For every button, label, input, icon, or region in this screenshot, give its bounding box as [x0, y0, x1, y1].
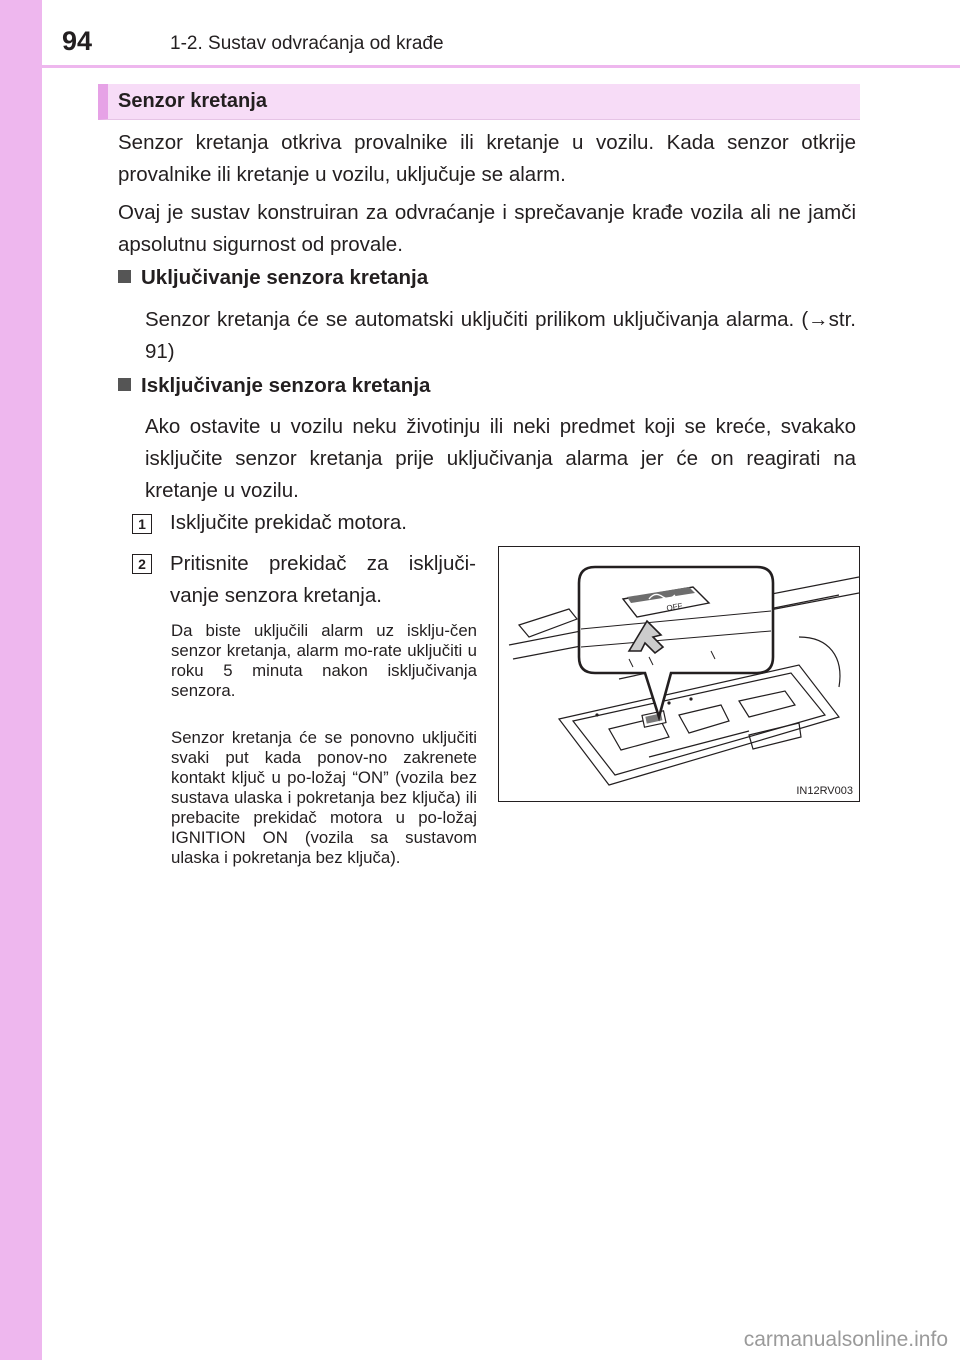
- watermark: carmanualsonline.info: [743, 1328, 948, 1351]
- note-paragraph-1: Da biste uključili alarm uz isklju-čen senzor kretanja, alarm mo-rate uključiti u roku 5 minuta nakon isključivanja senzora.: [171, 621, 477, 700]
- section-title: Senzor kretanja: [118, 90, 267, 112]
- step-number: 2: [138, 556, 146, 572]
- off-label: OFF: [665, 601, 684, 613]
- square-bullet-icon: [118, 270, 131, 283]
- note-paragraph-2: Senzor kretanja će se ponovno uključiti svaki put kada ponov-no zakrenete kontakt ključ u po-ložaj “ON” (vozila bez sustava ulaska i pokretanja bez ključa) ili prebacite prekidač motora u po-ložaj IGNITION ON (vozila sa sustavom ulaska i pokretanja bez ključa).: [171, 728, 477, 867]
- intro-paragraph-2: Ovaj je sustav konstruiran za odvraćanje i sprečavanje krađe vozila ali ne jamči apsolutnu sigurnost od provale.: [118, 201, 856, 256]
- section-heading-bar: [98, 84, 860, 120]
- disable-heading-text: Isključivanje senzora kretanja: [141, 374, 431, 397]
- step-1-text: Isključite prekidač motora.: [170, 511, 407, 534]
- page-number: 94: [62, 26, 93, 56]
- figure-code: IN12RV003: [796, 785, 853, 797]
- step-number-box: [132, 514, 152, 534]
- step-number-box: [132, 554, 152, 574]
- overhead-console-drawing: [499, 547, 860, 802]
- step-2-text: Pritisnite prekidač za isključi-vanje senzora kretanja.: [170, 552, 476, 607]
- intro-paragraph-1: Senzor kretanja otkriva provalnike ili kretanje u vozilu. Kada senzor otkrije provalnike ili kretanje u vozilu, uključuje se alarm.: [118, 131, 856, 186]
- disable-heading: [118, 374, 430, 398]
- running-head: 1-2. Sustav odvraćanja od krađe: [170, 33, 444, 54]
- overhead-console-illustration: [498, 546, 860, 802]
- enable-heading: [118, 266, 428, 290]
- header-rule: [42, 65, 960, 68]
- chapter-side-band: [0, 0, 42, 1360]
- enable-heading-text: Uključivanje senzora kretanja: [141, 266, 429, 289]
- step-number: 1: [138, 516, 146, 532]
- square-bullet-icon: [118, 378, 131, 391]
- enable-paragraph: Senzor kretanja će se automatski uključiti prilikom uključivanja alarma. (→str. 91): [145, 308, 856, 363]
- disable-paragraph: Ako ostavite u vozilu neku životinju ili neki predmet koji se kreće, svakako isključite senzor kretanja prije uključivanja alarma jer će on reagirati na kretanje u vozilu.: [145, 415, 856, 502]
